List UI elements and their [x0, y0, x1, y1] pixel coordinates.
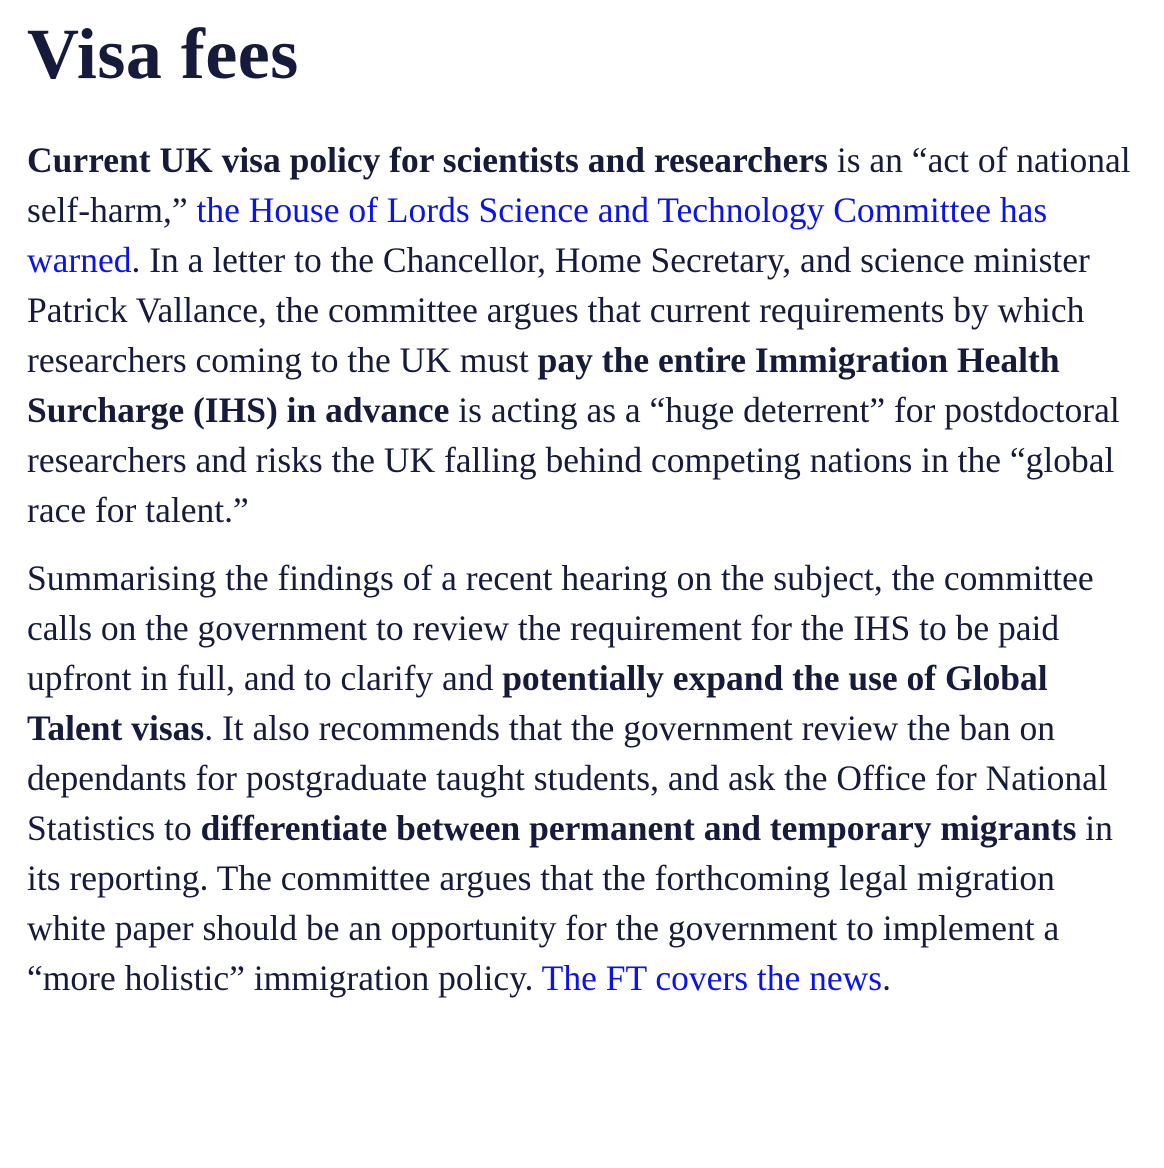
p2-bold-global-talent: potentially expand the use of Global Talent visas [27, 658, 1048, 748]
p1-text-3: is acting as a “huge deterrent” for postdoctoral researchers and risks the UK falling behind competing nations in the “global race for talent.” [27, 390, 1120, 530]
p2-text-3: in its reporting. The committee argues that the forthcoming legal migration white paper should be an opportunity for the government to implement a “more holistic” immigration policy. [27, 808, 1113, 998]
p2-bold-differentiate: differentiate between permanent and temporary migrants [200, 808, 1077, 848]
ft-news-link[interactable]: The FT covers the news [541, 958, 883, 998]
p2-text-4: . [882, 958, 891, 998]
house-of-lords-committee-link[interactable]: the House of Lords Science and Technology Committee has warned [27, 190, 1048, 280]
article-title: Visa fees [27, 14, 299, 94]
p2-text-2: . It also recommends that the government review the ban on dependants for postgraduate taught students, and ask the Office for National Statistics to [27, 708, 1108, 848]
paragraph-2 [27, 553, 1138, 1003]
p1-text-1: is an “act of national self-harm,” [27, 140, 1131, 230]
p2-text-1: Summarising the findings of a recent hearing on the subject, the committee calls on the government to review the requirement for the IHS to be paid upfront in full, and to clarify and [27, 558, 1094, 698]
p1-bold-ihs: pay the entire Immigration Health Surcharge (IHS) in advance [27, 340, 1060, 430]
p1-text-2: . In a letter to the Chancellor, Home Secretary, and science minister Patrick Vallance, the committee argues that current requirements by which researchers coming to the UK must [27, 240, 1090, 380]
p1-bold-lead: Current UK visa policy for scientists and researchers [27, 140, 828, 180]
paragraph-1 [27, 135, 1138, 535]
